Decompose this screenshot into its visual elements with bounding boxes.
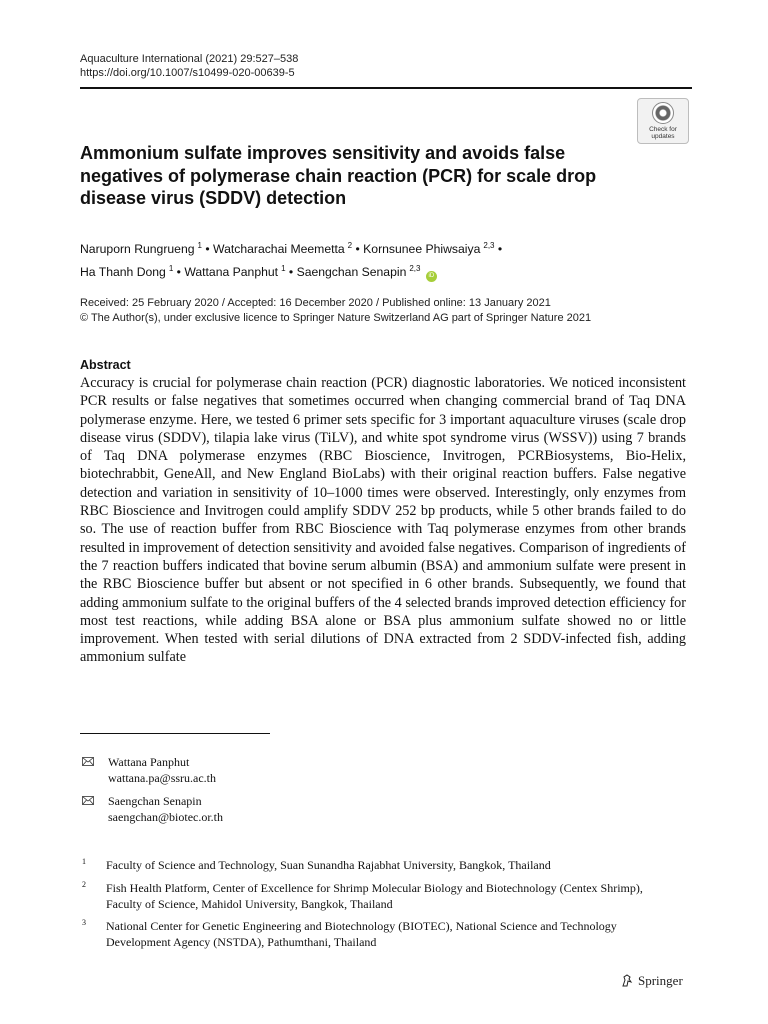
contact-name: Wattana Panphut [108, 755, 190, 769]
history-dates: Received: 25 February 2020 / Accepted: 16 December 2020 / Published online: 13 January 2021 [80, 297, 551, 309]
affiliation-number: 1 [82, 857, 86, 866]
affiliation-number: 2 [82, 880, 86, 889]
publisher-logo [620, 973, 683, 989]
contact-email[interactable]: saengchan@biotec.or.th [108, 810, 224, 824]
author-name[interactable]: Kornsunee Phiwsaiya [363, 242, 481, 256]
affiliation [80, 880, 660, 912]
abstract-text: Accuracy is crucial for polymerase chain reaction (PCR) diagnostic laboratories. We noticed inconsistent PCR results or false negatives that sometimes occurred when changing commercial brand of Taq DNA polymerase enzyme. Here, we tested 6 primer sets specific for 3 important aquaculture viruses (scale drop disease virus (SDDV), tilapia lake virus (TiLV), and white spot syndrome virus (WSSV)) using 7 brands of Taq DNA polymerase enzymes (RBC Bioscience, Invitrogen, PCRBiosystems, Bio-Helix, biotechrabbit, GeneAll, and New England BioLabs) with their original reaction buffers. False negative detection and variation in sensitivity of 10–1000 times were observed. Interestingly, only enzymes from RBC Bioscience and Invitrogen could amplify SDDV 252 bp products, while 5 other brands failed to do so. The use of reaction buffer from RBC Bioscience with Taq polymerase enzymes from other brands resulted in improvement of detection sensitivity and avoided false negatives. Comparison of ingredients of the 7 reaction buffers indicated that bovine serum albumin (BSA) and ammonium sulfate were present in the RBC Bioscience buffer but absent or not specified in 6 other brands. Subsequently, we found that adding ammonium sulfate to the original buffers of the 4 selected brands improved detection efficiency for most test reactions, while adding BSA alone or BSA plus ammonium sulfate showed no or little improvement. When tested with serial dilutions of DNA extracted from 2 SDDV-infected fish, adding ammonium sulfate [80, 375, 686, 666]
author-affiliation: 1 [197, 241, 202, 250]
header-rule [80, 87, 692, 89]
corresponding-author [82, 793, 223, 825]
author-name[interactable]: Saengchan Senapin [296, 265, 407, 279]
springer-horse-icon [620, 974, 634, 988]
author-name[interactable]: Ha Thanh Dong [80, 265, 166, 279]
contact-email[interactable]: wattana.pa@ssru.ac.th [108, 771, 217, 785]
affiliation-text: Faculty of Science and Technology, Suan Sunandha Rajabhat University, Bangkok, Thailand [106, 858, 551, 872]
author-affiliation: 2,3 [483, 241, 495, 250]
journal-header [80, 52, 298, 80]
publisher-name: Springer [638, 973, 683, 988]
update-check-icon [652, 102, 674, 124]
affiliation-number: 3 [82, 918, 86, 927]
affiliation-text: National Center for Genetic Engineering and Biotechnology (BIOTEC), National Science and Technology Development Agency (NSTDA), Pathumthani, Thailand [106, 919, 617, 949]
orcid-icon[interactable]: iD [426, 271, 437, 282]
affiliation [80, 857, 660, 873]
badge-line2: updates [651, 133, 675, 140]
contact-name: Saengchan Senapin [108, 794, 202, 808]
envelope-icon [82, 757, 94, 766]
affiliation [80, 918, 660, 950]
check-for-updates-badge[interactable] [637, 98, 689, 144]
affiliation-text: Fish Health Platform, Center of Excellence for Shrimp Molecular Biology and Biotechnology (Centex Shrimp), Faculty of Science, Mahidol University, Bangkok, Thailand [106, 881, 643, 911]
copyright-line: © The Author(s), under exclusive licence to Springer Nature Switzerland AG part of Springer Nature 2021 [80, 312, 592, 324]
author-affiliation: 1 [168, 264, 174, 273]
paper-title: Ammonium sulfate improves sensitivity and avoids false negatives of polymerase chain reaction (PCR) for scale drop disease virus (SDDV) detection [80, 143, 597, 208]
doi-link[interactable]: https://doi.org/10.1007/s10499-020-00639-5 [80, 67, 295, 79]
author-name[interactable]: Watcharachai Meemetta [213, 242, 345, 256]
corresponding-author [82, 754, 216, 786]
author-list: Naruporn Rungrueng $^1$ • Watcharachai Meemetta $^2$ • Kornsunee Phiwsaiya $^{2,3}$ • Ha Thanh Dong $^1$ • Wattana Panphut $^1$ • Saengchan Senapin $^{2,3}$ iD [80, 236, 680, 282]
badge-line1: Check for [649, 126, 677, 133]
publication-dates [80, 296, 700, 326]
envelope-icon [82, 796, 94, 805]
author-name[interactable]: Wattana Panphut [184, 265, 279, 279]
author-affiliation: 2,3 [409, 264, 421, 273]
author-affiliation: 1 [281, 264, 286, 273]
journal-citation: Aquaculture International (2021) 29:527–538 [80, 53, 299, 65]
footnote-rule [80, 733, 270, 734]
author-affiliation: 2 [347, 241, 353, 250]
author-name[interactable]: Naruporn Rungrueng [80, 242, 195, 256]
abstract-heading: Abstract [80, 358, 131, 372]
